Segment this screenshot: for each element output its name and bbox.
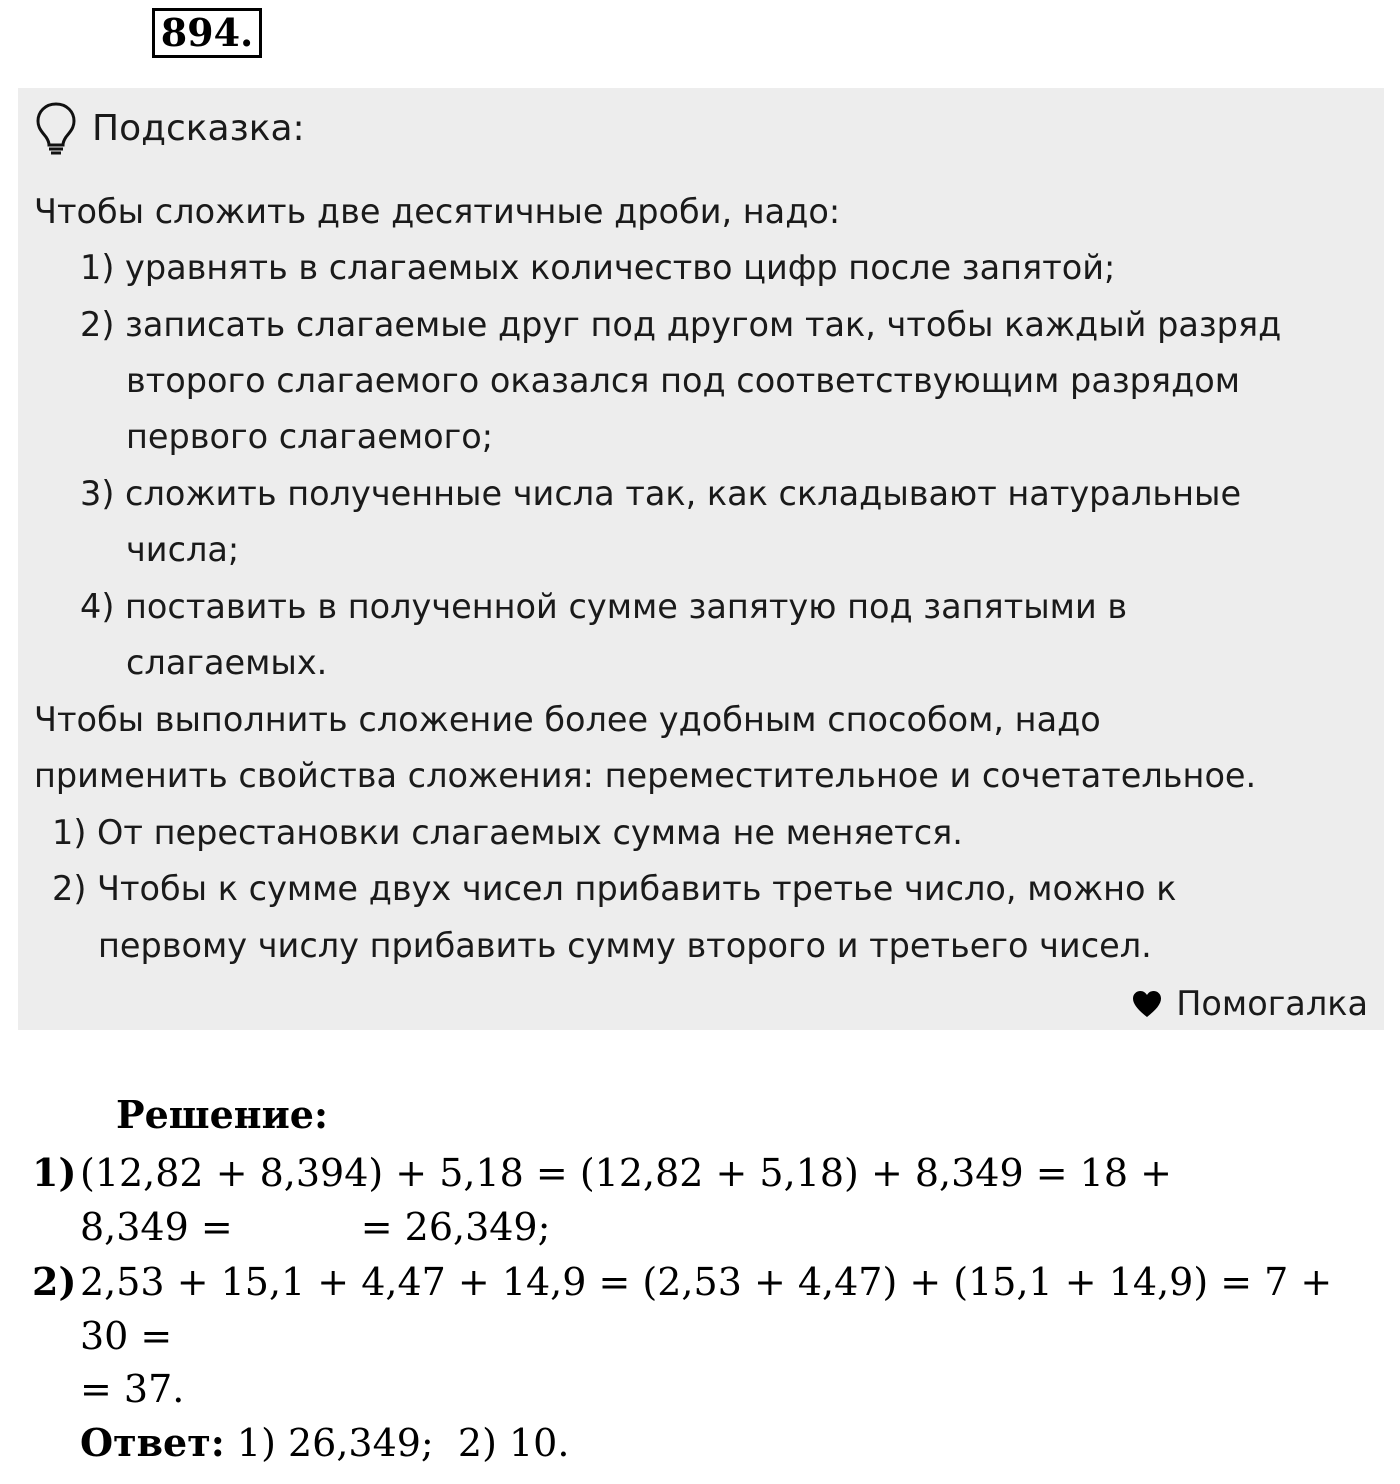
lightbulb-icon bbox=[34, 100, 78, 156]
solution-item-1-part: 8,349 = bbox=[80, 1205, 233, 1249]
hint-box bbox=[18, 88, 1384, 1030]
properties-intro-cont: применить свойства сложения: переместительное и сочетательное. bbox=[34, 756, 1257, 795]
solution-item-2-line: = 37. bbox=[80, 1367, 185, 1411]
hint-intro: Чтобы сложить две десятичные дроби, надо: bbox=[34, 192, 841, 231]
problem-number: 894. bbox=[152, 8, 262, 58]
property-1: 1) От перестановки слагаемых сумма не меняется. bbox=[52, 813, 963, 852]
addition-step-2: 2) записать слагаемые друг под другом так, чтобы каждый разряд bbox=[80, 305, 1282, 344]
addition-step-4: 4) поставить в полученной сумме запятую под запятыми в bbox=[80, 587, 1128, 626]
addition-step-3: 3) сложить полученные числа так, как складывают натуральные bbox=[80, 474, 1242, 513]
solution-heading: Решение: bbox=[116, 1092, 328, 1137]
footer-brand bbox=[1132, 984, 1368, 1024]
footer-brand-label: Помогалка bbox=[1176, 984, 1368, 1023]
addition-step-4-cont: слагаемых. bbox=[126, 643, 328, 682]
solution-item-1-line: (12,82 + 8,394) + 5,18 = (12,82 + 5,18) + 8,349 = 18 + bbox=[80, 1151, 1172, 1195]
addition-step-2-cont: первого слагаемого; bbox=[126, 417, 494, 456]
solution-answer bbox=[80, 1420, 569, 1466]
solution-item-2-line: 2,53 + 15,1 + 4,47 + 14,9 = (2,53 + 4,47) + (15,1 + 14,9) = 7 + bbox=[80, 1260, 1333, 1304]
property-2-cont: первому числу прибавить сумму второго и третьего чисел. bbox=[98, 926, 1152, 965]
addition-step-2-cont: второго слагаемого оказался под соответствующим разрядом bbox=[126, 361, 1241, 400]
solution-item-2-line: 30 = bbox=[80, 1314, 173, 1358]
hint-header bbox=[34, 100, 305, 156]
hint-title: Подсказка: bbox=[92, 107, 305, 149]
addition-step-3-cont: числа; bbox=[126, 530, 240, 569]
property-2: 2) Чтобы к сумме двух чисел прибавить третье число, можно к bbox=[52, 869, 1177, 908]
answer-text: 1) 26,349; 2) 10. bbox=[224, 1421, 570, 1465]
properties-intro: Чтобы выполнить сложение более удобным способом, надо bbox=[34, 700, 1101, 739]
solution-item-1-part: = 26,349; bbox=[360, 1205, 551, 1249]
answer-label: Ответ: bbox=[80, 1420, 225, 1465]
solution-item-1-line bbox=[80, 1204, 550, 1250]
solution-item-2-label: 2) bbox=[32, 1259, 77, 1304]
solution-item-1-label: 1) bbox=[32, 1150, 77, 1195]
addition-step-1: 1) уравнять в слагаемых количество цифр после запятой; bbox=[80, 248, 1116, 287]
heart-icon bbox=[1132, 990, 1162, 1018]
